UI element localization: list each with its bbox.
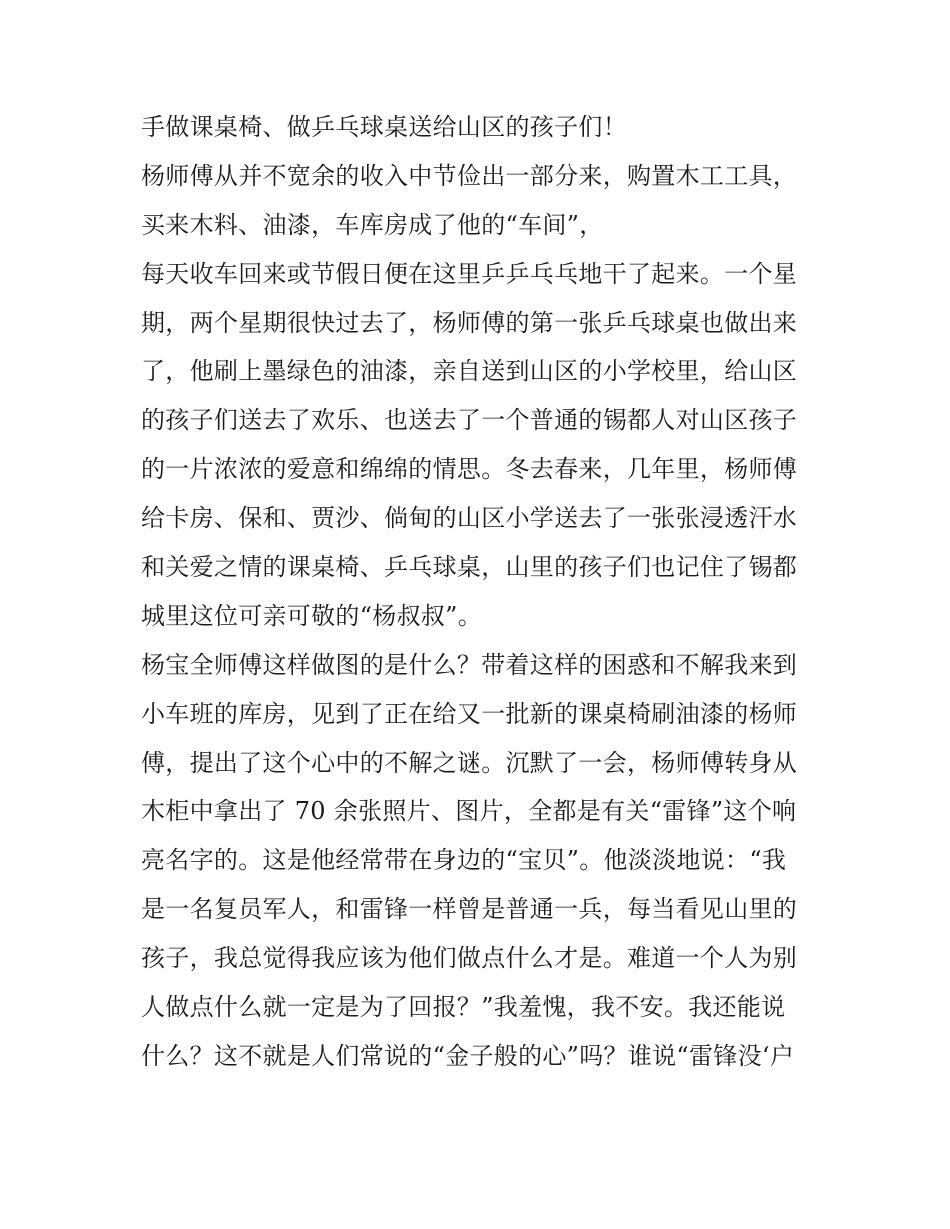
text-line-1: 手做课桌椅、做乒乓球桌送给山区的孩子们！ xyxy=(141,113,627,141)
text-line-8: 的一片浓浓的爱意和绵绵的情思。冬去春来，几年里，杨师傅 xyxy=(141,455,798,484)
text-line-2: 杨师傅从并不宽余的收入中节俭出一部分来，购置木工工具， xyxy=(141,161,798,190)
text-line-10: 和关爱之情的课桌椅、乒乓球桌，山里的孩子们也记住了锡都 xyxy=(141,553,798,582)
text-line-4: 每天收车回来或节假日便在这里乒乒乓乓地干了起来。一个星 xyxy=(141,259,798,288)
text-line-16: 亮名字的。这是他经常带在身边的“宝贝”。他淡淡地说：“我 xyxy=(141,846,787,875)
text-line-6: 了，他刷上墨绿色的油漆，亲自送到山区的小学校里，给山区 xyxy=(141,357,798,386)
text-line-9: 给卡房、保和、贾沙、倘甸的山区小学送去了一张张浸透汗水 xyxy=(141,504,798,533)
text-line-19: 人做点什么就一定是为了回报？”我羞愧，我不安。我还能说 xyxy=(141,993,786,1022)
text-line-12: 杨宝全师傅这样做图的是什么？带着这样的困惑和不解我来到 xyxy=(141,650,798,679)
text-line-15: 木柜中拿出了 70 余张照片、图片，全都是有关“雷锋”这个响 xyxy=(141,797,797,826)
document-body xyxy=(141,103,821,1081)
text-line-5: 期，两个星期很快过去了，杨师傅的第一张乒乓球桌也做出来 xyxy=(141,308,798,337)
text-line-18: 孩子，我总觉得我应该为他们做点什么才是。难道一个人为别 xyxy=(141,944,798,973)
text-line-11: 城里这位可亲可敬的“杨叔叔”。 xyxy=(141,601,483,630)
text-line-20: 什么？这不就是人们常说的“金子般的心”吗？谁说“雷锋没‘户 xyxy=(141,1041,795,1070)
text-line-3: 买来木料、油漆，车库房成了他的“车间”， xyxy=(141,210,604,239)
text-line-13: 小车班的库房，见到了正在给又一批新的课桌椅刷油漆的杨师 xyxy=(141,699,798,728)
text-line-14: 傅，提出了这个心中的不解之谜。沉默了一会，杨师傅转身从 xyxy=(141,748,798,777)
text-line-7: 的孩子们送去了欢乐、也送去了一个普通的锡都人对山区孩子 xyxy=(141,406,798,435)
text-line-17: 是一名复员军人，和雷锋一样曾是普通一兵，每当看见山里的 xyxy=(141,895,798,924)
